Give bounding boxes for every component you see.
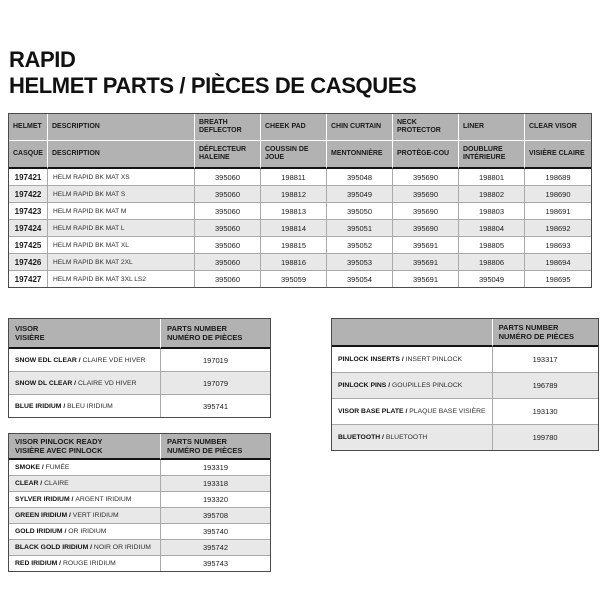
visor-table bbox=[8, 318, 271, 418]
neck-protector-part: 395690 bbox=[393, 220, 459, 237]
part-number: 193130 bbox=[493, 399, 598, 425]
cheek-pad-part: 198815 bbox=[261, 237, 327, 254]
table-row bbox=[9, 556, 270, 571]
chin-curtain-part: 395054 bbox=[327, 271, 393, 287]
table-row bbox=[9, 220, 591, 237]
column-header-casque: CASQUE bbox=[9, 141, 48, 169]
column-header-description-fr: DESCRIPTION bbox=[48, 141, 195, 169]
table-row bbox=[9, 349, 270, 372]
parts-number-header: PARTS NUMBER NUMÉRO DE PIÈCES bbox=[161, 434, 270, 460]
table-row bbox=[9, 186, 591, 203]
column-header-description: DESCRIPTION bbox=[48, 114, 195, 141]
part-number: 197079 bbox=[161, 372, 270, 395]
part-number: 395740 bbox=[161, 524, 270, 540]
table-row bbox=[9, 372, 270, 395]
part-label: RED IRIDIUM / ROUGE IRIDIUM bbox=[9, 556, 161, 571]
part-number: 193317 bbox=[493, 347, 598, 373]
liner-part: 198801 bbox=[459, 169, 525, 186]
table-row bbox=[332, 399, 598, 425]
column-header-protege-cou: PROTÈGE-COU bbox=[393, 141, 459, 169]
neck-protector-part: 395690 bbox=[393, 186, 459, 203]
table-row bbox=[332, 373, 598, 399]
table-row bbox=[9, 271, 591, 287]
helmet-number: 197426 bbox=[9, 254, 48, 271]
breath-deflector-part: 395060 bbox=[195, 254, 261, 271]
part-label: SNOW DL CLEAR / CLAIRE VD HIVER bbox=[9, 372, 161, 395]
header-row bbox=[9, 434, 270, 460]
table-row bbox=[9, 254, 591, 271]
page-title: HELMET PARTS / PIÈCES DE CASQUES bbox=[9, 73, 417, 98]
table-row bbox=[9, 395, 270, 417]
liner-part: 198803 bbox=[459, 203, 525, 220]
clear-visor-part: 198692 bbox=[525, 220, 591, 237]
column-header-chin-curtain: CHIN CURTAIN bbox=[327, 114, 393, 141]
part-label: VISOR BASE PLATE / PLAQUE BASE VISIÈRE bbox=[332, 399, 493, 425]
table-row bbox=[9, 508, 270, 524]
liner-part: 395049 bbox=[459, 271, 525, 287]
helmet-number: 197425 bbox=[9, 237, 48, 254]
part-number: 395742 bbox=[161, 540, 270, 556]
part-number: 395741 bbox=[202, 401, 229, 411]
breath-deflector-part: 395060 bbox=[195, 220, 261, 237]
chin-curtain-part: 395053 bbox=[327, 254, 393, 271]
part-label: BLUETOOTH / BLUETOOTH bbox=[332, 425, 493, 450]
parts-number-header: PARTS NUMBER NUMÉRO DE PIÈCES bbox=[493, 319, 598, 347]
table-row bbox=[9, 524, 270, 540]
main-parts-table bbox=[8, 113, 592, 288]
part-label: SMOKE / FUMÉE bbox=[9, 460, 161, 476]
cheek-pad-part: 198813 bbox=[261, 203, 327, 220]
table-row bbox=[9, 203, 591, 220]
header-row bbox=[332, 319, 598, 347]
neck-protector-part: 395691 bbox=[393, 254, 459, 271]
helmet-description: HELM RAPID BK MAT M bbox=[48, 203, 195, 220]
column-header-coussin: COUSSIN DE JOUE bbox=[261, 141, 327, 169]
breath-deflector-part: 395060 bbox=[195, 169, 261, 186]
accessories-table bbox=[331, 318, 599, 451]
helmet-description: HELM RAPID BK MAT 3XL LS2 bbox=[48, 271, 195, 287]
part-label: PINLOCK INSERTS / INSERT PINLOCK bbox=[332, 347, 493, 373]
header-row-fr bbox=[9, 141, 591, 169]
part-number: 193320 bbox=[161, 492, 270, 508]
column-header-visiere-claire: VISIÈRE CLAIRE bbox=[525, 141, 591, 169]
empty-header-cell bbox=[332, 319, 493, 347]
part-label: BLUE IRIDIUM / BLEU IRIDIUM bbox=[9, 395, 161, 417]
helmet-number: 197424 bbox=[9, 220, 48, 237]
helmet-number: 197422 bbox=[9, 186, 48, 203]
table-row bbox=[9, 237, 591, 254]
column-header-helmet: HELMET bbox=[9, 114, 48, 141]
visor-table-title: VISOR VISIÈRE bbox=[9, 319, 161, 349]
breath-deflector-part: 395060 bbox=[195, 203, 261, 220]
cheek-pad-part: 198814 bbox=[261, 220, 327, 237]
breath-deflector-part: 395060 bbox=[195, 237, 261, 254]
chin-curtain-part: 395049 bbox=[327, 186, 393, 203]
column-header-liner: LINER bbox=[459, 114, 525, 141]
header-row-en bbox=[9, 114, 591, 141]
part-number: 196789 bbox=[493, 373, 598, 399]
neck-protector-part: 395690 bbox=[393, 203, 459, 220]
parts-number-header: PARTS NUMBER NUMÉRO DE PIÈCES bbox=[161, 319, 270, 349]
helmet-description: HELM RAPID BK MAT L bbox=[48, 220, 195, 237]
table-row bbox=[9, 492, 270, 508]
helmet-number: 197423 bbox=[9, 203, 48, 220]
cheek-pad-part: 198811 bbox=[261, 169, 327, 186]
neck-protector-part: 395691 bbox=[393, 237, 459, 254]
part-label: PINLOCK PINS / GOUPILLES PINLOCK bbox=[332, 373, 493, 399]
liner-part: 198802 bbox=[459, 186, 525, 203]
liner-part: 198806 bbox=[459, 254, 525, 271]
pinlock-visor-table bbox=[8, 433, 271, 572]
column-header-breath-deflector: BREATH DEFLECTOR bbox=[195, 114, 261, 141]
helmet-description: HELM RAPID BK MAT 2XL bbox=[48, 254, 195, 271]
column-header-deflecteur: DÉFLECTEUR HALEINE bbox=[195, 141, 261, 169]
table-row bbox=[332, 425, 598, 450]
column-header-neck-protector: NECK PROTECTOR bbox=[393, 114, 459, 141]
part-label: GOLD IRIDIUM / OR IRIDIUM bbox=[9, 524, 161, 540]
helmet-description: HELM RAPID BK MAT XS bbox=[48, 169, 195, 186]
helmet-number: 197421 bbox=[9, 169, 48, 186]
column-header-cheek-pad: CHEEK PAD bbox=[261, 114, 327, 141]
clear-visor-part: 198689 bbox=[525, 169, 591, 186]
part-label: SNOW EDL CLEAR / CLAIRE VDE HIVER bbox=[9, 349, 161, 372]
part-label: SYLVER IRIDIUM / ARGENT IRIDIUM bbox=[9, 492, 161, 508]
part-number: 395708 bbox=[161, 508, 270, 524]
chin-curtain-part: 395050 bbox=[327, 203, 393, 220]
model-title: RAPID bbox=[9, 47, 76, 72]
neck-protector-part: 395690 bbox=[393, 169, 459, 186]
helmet-description: HELM RAPID BK MAT XL bbox=[48, 237, 195, 254]
clear-visor-part: 198695 bbox=[545, 274, 571, 284]
helmet-description: HELM RAPID BK MAT S bbox=[48, 186, 195, 203]
table-row bbox=[9, 476, 270, 492]
column-header-mentonniere: MENTONNIÈRE bbox=[327, 141, 393, 169]
liner-part: 198805 bbox=[459, 237, 525, 254]
part-number: 395743 bbox=[202, 559, 229, 568]
clear-visor-part: 198694 bbox=[525, 254, 591, 271]
liner-part: 198804 bbox=[459, 220, 525, 237]
clear-visor-part: 198690 bbox=[525, 186, 591, 203]
part-number: 197019 bbox=[161, 349, 270, 372]
pinlock-table-title: VISOR PINLOCK READY VISIÈRE AVEC PINLOCK bbox=[9, 434, 161, 460]
part-number: 199780 bbox=[493, 425, 598, 450]
clear-visor-part: 198693 bbox=[525, 237, 591, 254]
chin-curtain-part: 395051 bbox=[327, 220, 393, 237]
table-row bbox=[9, 169, 591, 186]
cheek-pad-part: 198816 bbox=[261, 254, 327, 271]
helmet-number: 197427 bbox=[9, 271, 48, 287]
cheek-pad-part: 395059 bbox=[261, 271, 327, 287]
table-row bbox=[332, 347, 598, 373]
part-label: CLEAR / CLAIRE bbox=[9, 476, 161, 492]
chin-curtain-part: 395048 bbox=[327, 169, 393, 186]
column-header-clear-visor: CLEAR VISOR bbox=[525, 114, 591, 141]
part-number: 193319 bbox=[161, 460, 270, 476]
header-row bbox=[9, 319, 270, 349]
part-number: 193318 bbox=[161, 476, 270, 492]
part-label: BLACK GOLD IRIDIUM / NOIR OR IRIDIUM bbox=[9, 540, 161, 556]
column-header-doublure: DOUBLURE INTÉRIEURE bbox=[459, 141, 525, 169]
table-row bbox=[9, 460, 270, 476]
breath-deflector-part: 395060 bbox=[195, 186, 261, 203]
part-label: GREEN IRIDIUM / VERT IRIDIUM bbox=[9, 508, 161, 524]
breath-deflector-part: 395060 bbox=[195, 271, 261, 287]
chin-curtain-part: 395052 bbox=[327, 237, 393, 254]
clear-visor-part: 198691 bbox=[525, 203, 591, 220]
neck-protector-part: 395691 bbox=[393, 271, 459, 287]
table-row bbox=[9, 540, 270, 556]
cheek-pad-part: 198812 bbox=[261, 186, 327, 203]
